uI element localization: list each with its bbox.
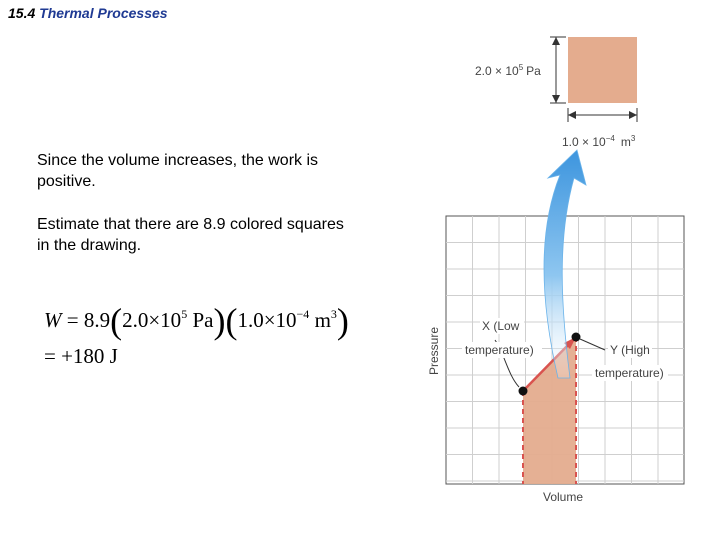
- work-sign-text: Since the volume increases, the work is positive.: [37, 152, 319, 190]
- eq-volume-unit-exponent: 3: [330, 307, 337, 321]
- square-height-arrow-up: [552, 37, 560, 45]
- square-height-arrow-down: [552, 95, 560, 103]
- volume-axis-label: Volume: [543, 490, 584, 504]
- eq-pressure-mantissa: 2.0×10: [122, 308, 182, 332]
- square-width-arrow-right: [629, 111, 637, 119]
- square-pressure-label: $2.0 \times 10^5$ Pa: [475, 63, 541, 78]
- eq-paren-close-2: ): [336, 301, 349, 341]
- square-width-arrow-left: [568, 111, 576, 119]
- slide-number: 15.4: [8, 5, 36, 21]
- square-volume-label: $1.0 \times 10^{-4}$ $m^3$: [562, 134, 636, 149]
- unit-square: [568, 37, 637, 103]
- eq-coefficient: 8.9: [83, 308, 111, 332]
- point-x-label-line1: X (Low: [482, 319, 520, 333]
- eq-work-symbol: W: [44, 308, 62, 332]
- eq-pressure-unit: Pa: [192, 308, 214, 332]
- estimate-text: Estimate that there are 8.9 colored squares in the drawing.: [37, 216, 344, 254]
- eq-equals: =: [66, 308, 79, 332]
- eq-volume-exponent: −4: [296, 307, 310, 321]
- eq-paren-close-1: ): [213, 301, 226, 341]
- eq-paren-open-2: (: [225, 301, 238, 341]
- eq-volume-mantissa: 1.0×10: [237, 308, 297, 332]
- eq-pressure-exponent: 5: [181, 307, 188, 321]
- eq-volume-unit: m: [314, 308, 331, 332]
- point-x-label-line2: temperature): [465, 343, 534, 357]
- pressure-axis-label: Pressure: [427, 326, 441, 375]
- eq-paren-open-1: (: [110, 301, 123, 341]
- slide-heading: Thermal Processes: [39, 5, 168, 21]
- point-y-label-line2: temperature): [595, 366, 664, 380]
- point-x-dot: [519, 387, 528, 396]
- result-value: +180 J: [61, 344, 118, 368]
- point-y-label-line1: Y (High: [610, 343, 650, 357]
- point-y-dot: [572, 333, 581, 342]
- result-equals: =: [44, 344, 56, 368]
